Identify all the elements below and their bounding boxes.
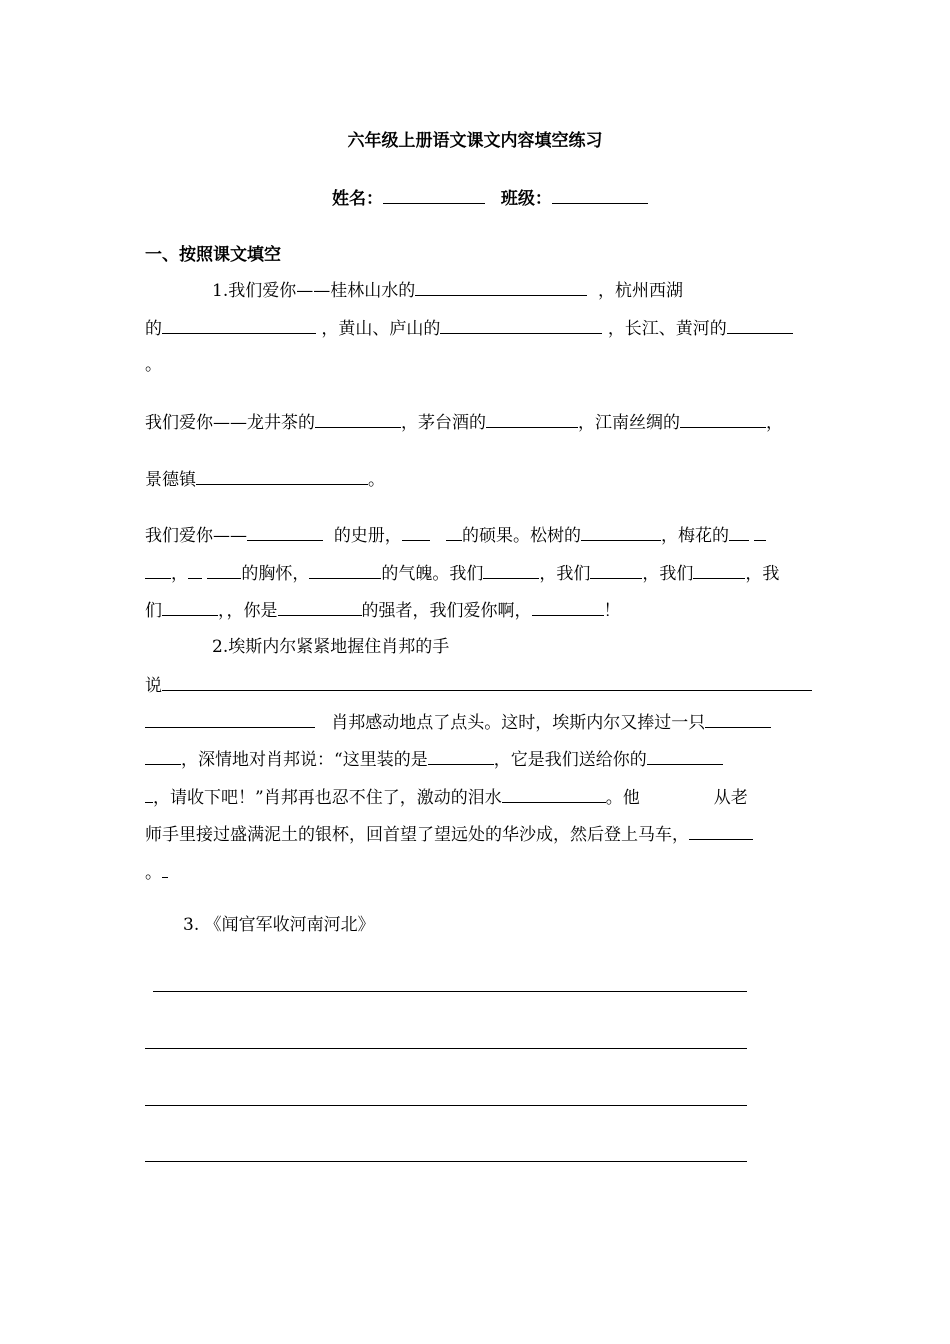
blank[interactable]	[486, 410, 578, 428]
q1-line-g: ， 的胸怀， 的气魄。我们 ，我们 ，我们 ，我	[145, 561, 779, 585]
blank[interactable]	[402, 523, 430, 541]
blank[interactable]	[590, 561, 642, 579]
q1-line-d: 我们爱你——龙井茶的 ，茅台酒的 ，江南丝绸的 ，	[145, 410, 783, 434]
blank[interactable]	[162, 598, 218, 616]
q2-line-b: 说	[145, 673, 812, 697]
q1-line-e: 景德镇 。	[145, 467, 385, 491]
blank[interactable]	[196, 467, 368, 485]
answer-line[interactable]	[145, 1048, 747, 1049]
q2-line-d: ，深情地对肖邦说：“这里装的是 ，它是我们送给你的	[145, 747, 723, 771]
class-label: 班级：	[500, 189, 552, 209]
blank[interactable]	[188, 561, 202, 579]
blank[interactable]	[162, 860, 168, 878]
q2-line-a: 2.埃斯内尔紧紧地握住肖邦的手	[212, 637, 450, 657]
q1-line-b: 的 ，黄山、庐山的 ，长江、黄河的	[145, 316, 793, 340]
q1-line-f: 我们爱你—— 的史册， 的硕果。松树的 ，梅花的	[145, 523, 766, 547]
blank[interactable]	[207, 561, 241, 579]
answer-line[interactable]	[145, 1105, 747, 1106]
blank[interactable]	[647, 747, 723, 765]
blank[interactable]	[754, 523, 766, 541]
blank[interactable]	[309, 561, 381, 579]
section-heading: 一、按照课文填空	[145, 245, 281, 265]
blank[interactable]	[162, 673, 812, 691]
blank[interactable]	[278, 598, 362, 616]
q1-line-a: 1.我们爱你——桂林山水的 ，杭州西湖	[212, 278, 683, 302]
q2-line-e: ，请收下吧！”肖邦再也忍不住了，激动的泪水 。他 从老	[145, 785, 748, 809]
blank[interactable]	[315, 410, 401, 428]
blank[interactable]	[693, 561, 745, 579]
answer-line[interactable]	[153, 991, 747, 992]
blank[interactable]	[428, 747, 494, 765]
page-title: 六年级上册语文课文内容填空练习	[347, 131, 603, 151]
answer-line[interactable]	[145, 1161, 747, 1162]
student-info-row	[332, 184, 648, 209]
q1-line-h: 们 ，，你是 的强者，我们爱你啊， ！	[145, 598, 621, 622]
blank[interactable]	[145, 747, 181, 765]
blank[interactable]	[680, 410, 766, 428]
blank[interactable]	[727, 316, 793, 334]
blank[interactable]	[145, 785, 153, 803]
blank[interactable]	[581, 523, 661, 541]
q2-line-c: 肖邦感动地点了点头。这时，埃斯内尔又捧过一只	[145, 710, 771, 734]
blank[interactable]	[440, 316, 602, 334]
blank[interactable]	[145, 561, 171, 579]
blank[interactable]	[145, 710, 315, 728]
q3-label: 3. 《闻官军收河南河北》	[183, 915, 375, 935]
blank[interactable]	[705, 710, 771, 728]
blank[interactable]	[729, 523, 749, 541]
name-label: 姓名：	[332, 189, 383, 209]
name-blank[interactable]	[383, 186, 485, 204]
blank[interactable]	[532, 598, 604, 616]
blank[interactable]	[247, 523, 323, 541]
blank[interactable]	[446, 523, 462, 541]
blank[interactable]	[415, 278, 587, 296]
q2-line-g: 。	[145, 860, 168, 884]
class-blank[interactable]	[552, 186, 648, 204]
blank[interactable]	[483, 561, 539, 579]
q2-line-f: 师手里接过盛满泥土的银杯，回首望了望远处的华沙成，然后登上马车，	[145, 822, 753, 846]
q1-line-c: 。	[145, 355, 162, 375]
blank[interactable]	[162, 316, 316, 334]
blank[interactable]	[502, 785, 606, 803]
blank[interactable]	[689, 822, 753, 840]
